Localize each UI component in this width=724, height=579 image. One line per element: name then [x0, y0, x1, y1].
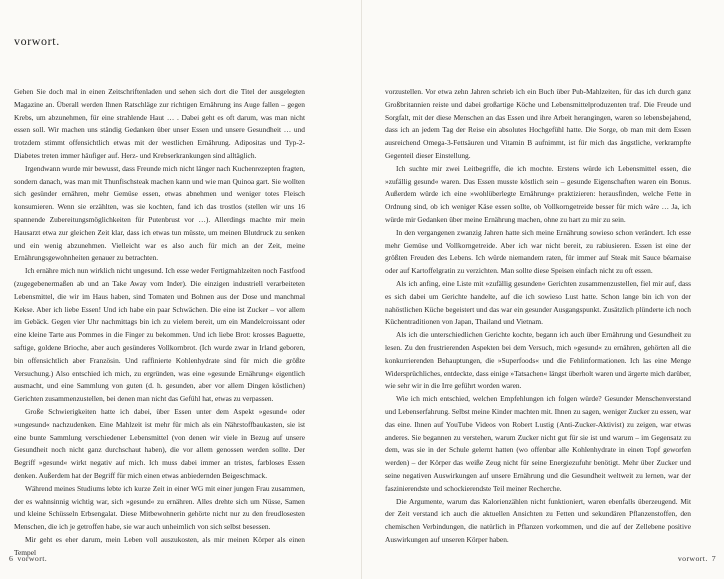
right-paragraph: Die Argumente, warum das Kalorienzählen nicht funktioniert, waren ebenfalls überzeugend. Mit der Zeit verstand ich auch die aktuellen Ansichten zu Fetten und sekundären Pflanzenstoffen, den chemischen Verbindungen, die natürlich in Pflanzen vorkommen, und die auf der Zellebene positive Auswirkungen auf unseren Körper haben. [385, 496, 691, 544]
left-paragraph: Gehen Sie doch mal in einen Zeitschriftenladen und sehen sich dort die Titel der ausgelegten Magazine an. Überall werden Ihnen Ratschläge zur richtigen Ernährung ins Auge fallen – gegen Krebs, um abzunehmen, für eine strahlende Haut … . Dabei geht es oft darum, was man nicht essen soll. Wir machen uns ständig Gedanken über unser Essen und unsere Gesundheit … und trotzdem stimmt offensichtlich etwas mit der westlichen Ernährung. Adipositas und Typ-2-Diabetes treten immer häufiger auf. Herz- und Krebserkrankungen sind alltäglich. [14, 87, 305, 160]
right-running-foot: vorwort. [677, 554, 708, 563]
right-page-footer [678, 554, 720, 563]
left-paragraph: Ich ernähre mich nun wirklich nicht ungesund. Ich esse weder Fertigmahlzeiten noch Fastfood (zugegebenermaßen ab und an Take Away vom Inder). Die einzigen industriell verarbeiteten Lebensmittel, die wir im Haus haben, sind Tomaten und Bohnen aus der Dose und manchmal Kekse. Aber ich liebe Essen! Und ich habe ein paar Schwächen. Die eine ist Zucker – vor allem im Gebäck. Gegen vier Uhr nachmittags bin ich zu vielem bereit, um ein Mandelcroissant oder eine kleine Tarte aus Pommes in die Finger zu bekommen. Und ich liebe Brot: krosses Baguette, saftige, goldene Brioche, aber auch gesünderes Vollkornbrot. (Ich wurde zwar in Irland geboren, bin offensichtlich aber Französin. Und raffinierte Kohlenhydrate sind für mich die größte Versuchung.) Also entschied ich mich, zu ergründen, was eine »gesunde Ernährung« eigentlich ausmacht, und eine Sammlung von guten (d. h. gesunden, aber vor allem Dingen köstlichen) Gerichten zusammenzustellen, bei denen man nicht das Gefühl hat, etwas zu verpassen. [14, 266, 305, 404]
right-paragraph: Als ich anfing, eine Liste mit »zufällig gesunden« Gerichten zusammenzustellen, fiel mir auf, dass es sich dabei um Gerichte handelte, auf die ich sowieso Lust hatte. Schon lange bin ich von der nahöstlichen Küche begeistert und das war ein gesunder Ausgangspunkt. Zusätzlich plünderte ich noch Küchentraditionen von Japan, Thailand und Vietnam. [385, 278, 691, 327]
right-paragraph: vorzustellen. Vor etwa zehn Jahren schrieb ich ein Buch über Pub-Mahlzeiten, für das ich durch ganz Großbritannien reiste und dabei großartige Köche und Lebensmittelproduzenten traf. Die Freude und Sorgfalt, mit der diese Menschen an das Essen und ihre Arbeit herangingen, waren so lebensbejahend, dass ich an jedem Tag der Reise ein absolutes Hochgefühl hatte. Die Sorge, ob man mit dem Essen ausreichend Omega-3-Fettsäuren und Vitamin B aufnimmt, ist für mich das ängstliche, verkrampfte Gegenteil dieser Einstellung. [385, 87, 691, 160]
right-paragraph: In den vergangenen zwanzig Jahren hatte sich meine Ernährung sowieso schon verändert. Ich esse mehr Gemüse und Vollkorngetreide. Aber ich war nicht bereit, zu rabiusieren. Essen ist eine der größten Freuden des Lebens. Ich würde niemandem raten, für immer auf Steak mit Sauce béarnaise oder auf Kartoffelgratin zu verzichten. Man sollte diese Speisen einfach nicht zu oft essen. [385, 227, 691, 276]
right-text-column [385, 86, 691, 547]
left-paragraph: Mir geht es eher darum, mein Leben voll auszukosten, als mir meinen Körper als einen Tempel [14, 534, 305, 557]
left-paragraph: Während meines Studiums lebte ich kurze Zeit in einer WG mit einer jungen Frau zusammen, der es wahnsinnig wichtig war, sich »gesund« zu ernähren. Alles drehte sich um Nüsse, Samen und kleine Schüsseln Erbsengalat. Diese Mitbewohnerin gehörte nicht nur zu den freudlosesten Menschen, die ich je getroffen habe, sie war auch unheimlich von sich selbst besessen. [14, 483, 305, 532]
right-paragraph: Als ich die unterschiedlichen Gerichte kochte, begann ich auch über Ernährung und Gesundheit zu lesen. Zu den frustrierenden Aspekten bei dem Versuch, mich »gesund« zu ernähren, gehörten all die konkurrierenden Behauptungen, die »Superfoods« und die Fehlinformationen. Ich las eine Menge Widersprüchliches, entdeckte, dass einige »Tatsachen« längst überholt waren und ärgerte mich darüber, wie sehr wir in die Irre geführt worden waren. [385, 330, 691, 391]
right-page [362, 0, 724, 579]
left-text-column [14, 86, 305, 559]
right-paragraph: Ich suchte mir zwei Leitbegriffe, die ich mochte. Erstens würde ich Lebensmittel essen, die »zufällig gesund« waren. Das Essen musste köstlich sein – gesunde Eigenschaften waren ein Bonus. Außerdem würde ich eine »wohlüberlegte Ernährung« praktizieren: herausfinden, welche Fette in Ordnung sind, ob ich weniger Käse essen sollte, ob Vollkorngetreide besser für mich wäre … Ja, ich würde mir Gedanken über meine Ernährung machen, ohne zu hart zu mir zu sein. [385, 163, 691, 224]
left-running-foot: vorwort. [17, 554, 48, 563]
chapter-title: vorwort. [14, 34, 60, 48]
left-paragraph: Irgendwann wurde mir bewusst, dass Freunde mich nicht länger nach Kuchenrezepten fragten, sondern danach, was man mit Thunfischsteak machen kann und wie man Quinoa gart. Sie wollten sich gesünder ernähren, mehr Gemüse essen, etwas abnehmen und weniger totes Fleisch konsumieren. Wenn sie erzählten, was sie kochten, fand ich das trostlos (stellen wir uns 16 spannende Zubereitungsmöglichkeiten für Putenbrust vor …). Allerdings machte mir mein Hausarzt etwa zur gleichen Zeit klar, dass ich etwas tun müsste, um meinen Blutdruck zu senken und ein wenig abzunehmen. Vielleicht war es also auch für mich an der Zeit, meine Ernährungsgewohnheiten genauer zu betrachten. [14, 163, 305, 263]
left-paragraph: Große Schwierigkeiten hatte ich dabei, über Essen unter dem Aspekt »gesund« oder »ungesund« nachzudenken. Eine Mahlzeit ist mehr für mich als ein Nährstoffbaukasten, sie ist eine bunte Sammlung verschiedener Lebensmittel (von denen wir viele in Bezug auf unsere Gesundheit noch nicht ganz durchschaut haben), die vor allem genossen werden sollte. Der Begriff »gesund« wirkt negativ auf mich. Ich muss dabei immer an tristes, farbloses Essen denken. Außerdem hat der Begriff für mich einen etwas anbiedernden Beigeschmack. [14, 406, 305, 480]
right-page-number: 7 [711, 554, 716, 563]
right-paragraph: Wie ich mich entschied, welchen Empfehlungen ich folgen würde? Gesunder Menschenverstand und Lebenserfahrung. Selbst meine Kinder machten mit. Ihnen zu sagen, weniger Zucker zu essen, war das eine. Ihnen auf YouTube Videos von Robert Lustig (Anti-Zucker-Aktivist) zu zeigen, war etwas anderes. Sie begannen zu verstehen, warum Zucker nicht gut für sie ist und warum – im Gegensatz zu dem, was sie in der Schule gelernt hatten (wo offenbar alle Kohlenhydrate in einen Topf geworfen werden) – der Körper das weiße Zeug nicht für seine Energiezufuhr benötigt. Mehr über Zucker und seine negativen Auswirkungen auf unsere Ernährung und die Gesundheit weltweit zu lernen, war der faszinierendste und schockierendste Teil meiner Recherche. [385, 394, 691, 493]
left-page-number: 6 [9, 554, 14, 563]
left-page-footer [5, 554, 47, 563]
